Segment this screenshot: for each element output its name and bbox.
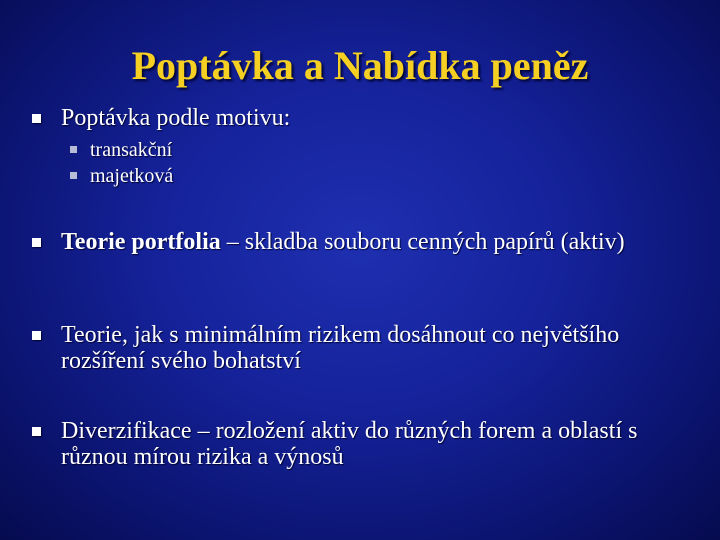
bullet-text: Diverzifikace – rozložení aktiv do různých forem a oblastí s různou mírou rizika a výnosů (61, 418, 638, 470)
bullet-text (61, 229, 682, 255)
square-bullet-icon (32, 114, 41, 123)
bullet-bold-term: Teorie portfolia (61, 229, 221, 255)
bullet-item-demand-motive (32, 105, 682, 131)
square-bullet-icon (32, 427, 41, 436)
sub-bullet-text: majetková (90, 165, 174, 187)
sub-bullet-item-asset (70, 165, 670, 187)
square-bullet-icon (32, 331, 41, 340)
bullet-rest-text: – skladba souboru cenných papírů (aktiv) (220, 229, 625, 255)
bullet-item-risk-theory (32, 322, 682, 374)
square-bullet-icon (32, 238, 41, 247)
sub-bullet-text: transakční (90, 139, 173, 161)
bullet-text: Poptávka podle motivu: (61, 105, 291, 131)
square-sub-bullet-icon (70, 172, 77, 179)
bullet-item-diversification (32, 418, 682, 470)
square-sub-bullet-icon (70, 146, 77, 153)
bullet-item-portfolio-theory (32, 229, 682, 255)
slide-title: Poptávka a Nabídka peněz (131, 43, 589, 88)
bullet-text: Teorie, jak s minimálním rizikem dosáhnout co největšího rozšíření svého bohatství (61, 322, 620, 374)
sub-bullet-item-transaction (70, 139, 670, 161)
